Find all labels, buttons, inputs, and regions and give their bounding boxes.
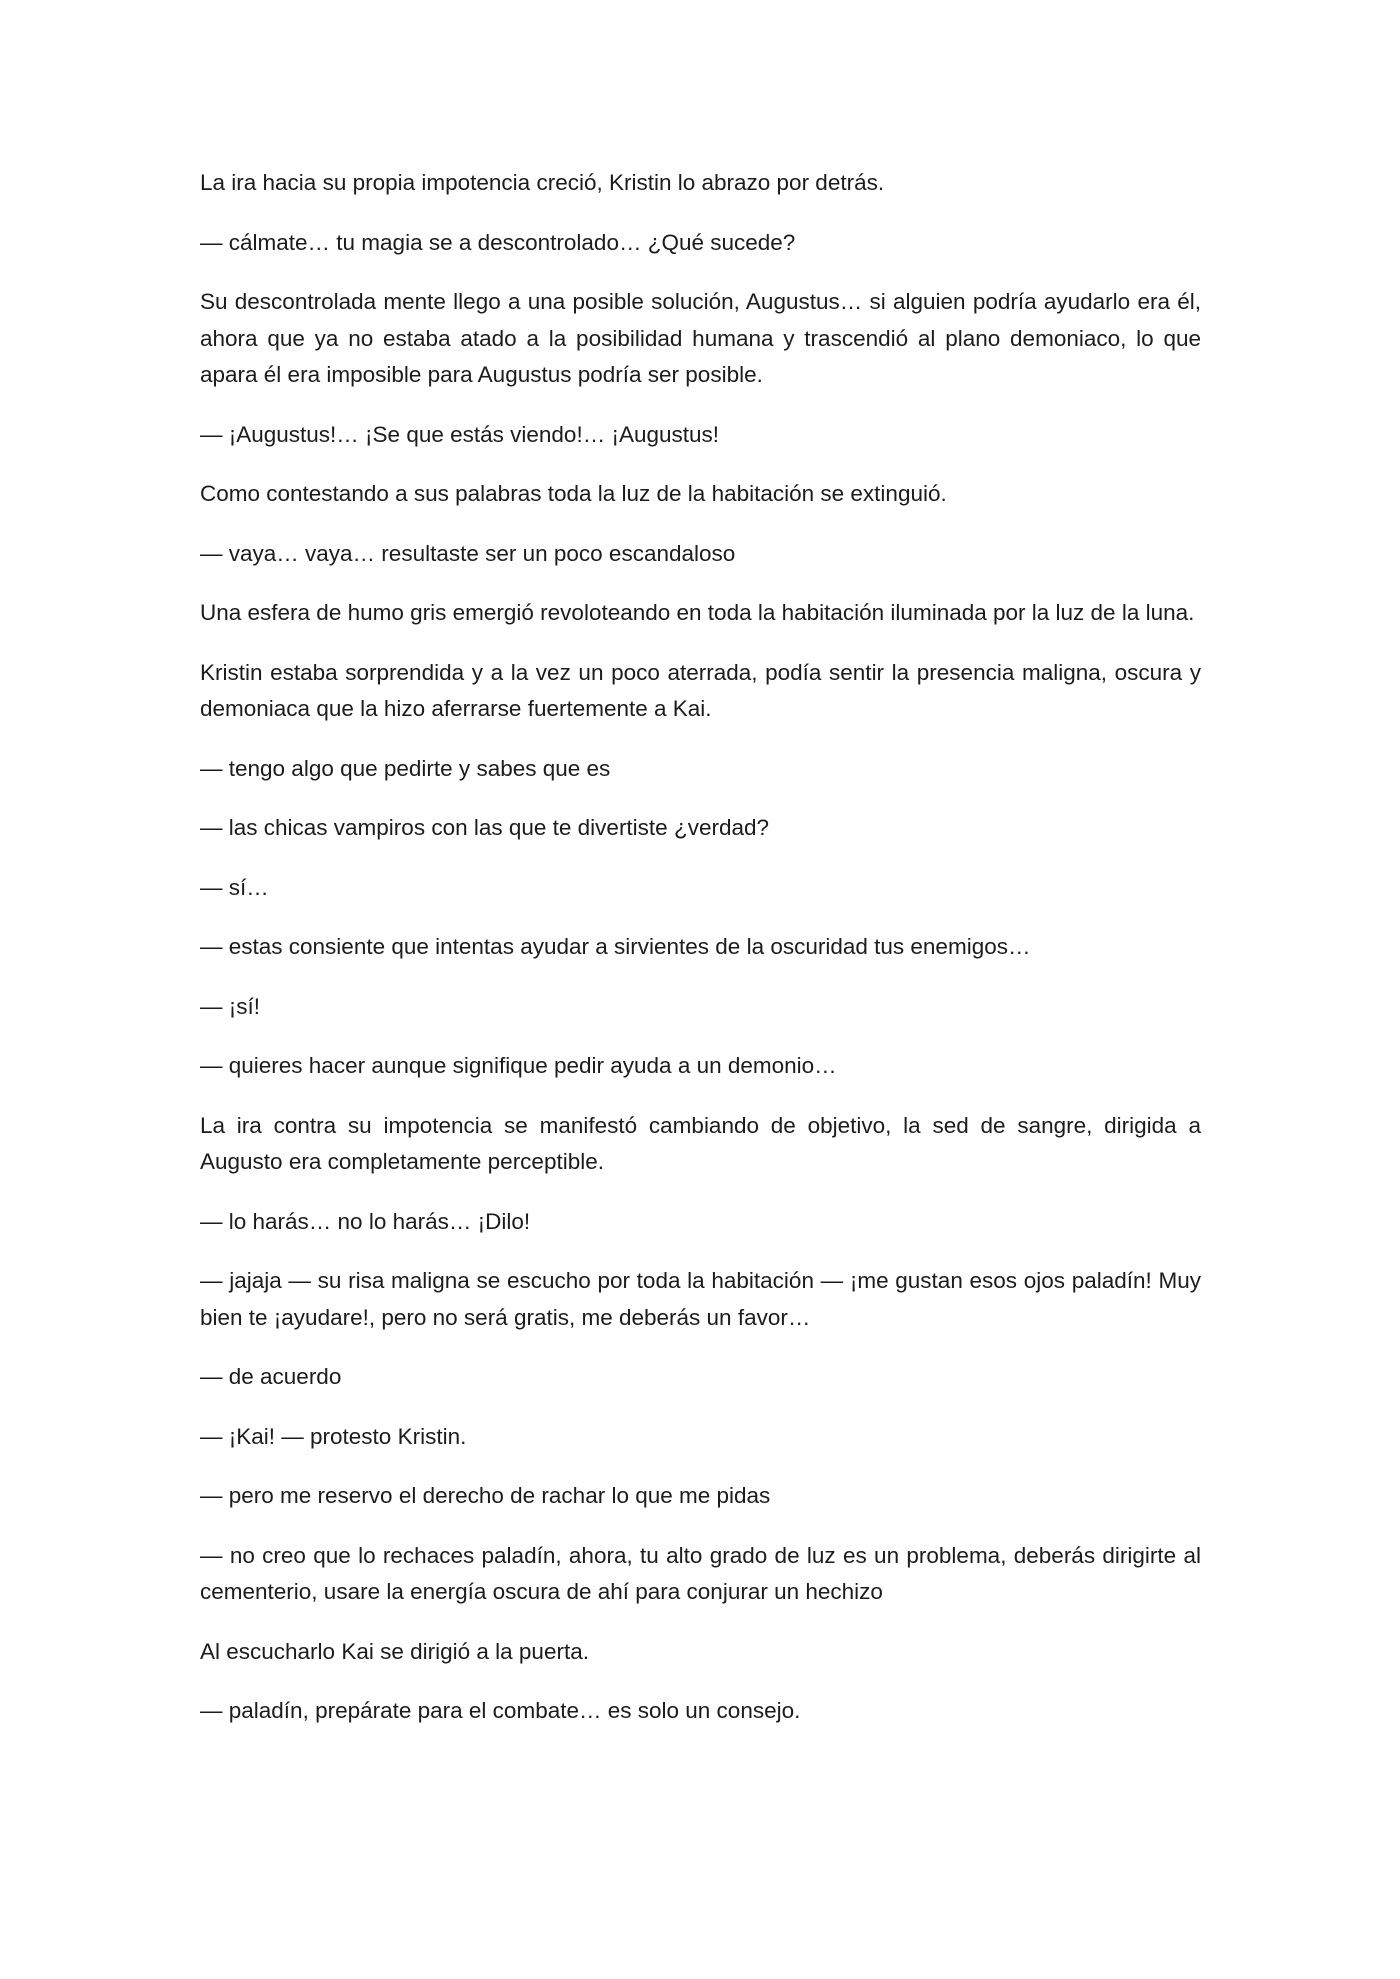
document-body	[200, 165, 1201, 1753]
paragraph: La ira contra su impotencia se manifestó cambiando de objetivo, la sed de sangre, dirigida a Augusto era completamente perceptible.	[200, 1112, 1201, 1174]
paragraph: — pero me reservo el derecho de rachar lo que me pidas	[200, 1483, 771, 1508]
paragraph: — no creo que lo rechaces paladín, ahora, tu alto grado de luz es un problema, deberás dirigirte al cementerio, usare la energía oscura de ahí para conjurar un hechizo	[200, 1542, 1201, 1604]
paragraph: — tengo algo que pedirte y sabes que es	[200, 755, 611, 781]
paragraph: — lo harás… no lo harás… ¡Dilo!	[200, 1208, 531, 1234]
paragraph: — vaya… vaya… resultaste ser un poco escandaloso	[200, 540, 736, 566]
paragraph: — ¡Augustus!… ¡Se que estás viendo!… ¡Augustus!	[200, 421, 720, 447]
paragraph: — ¡sí!	[200, 993, 260, 1019]
paragraph: — de acuerdo	[200, 1364, 342, 1389]
paragraph: — quieres hacer aunque signifique pedir ayuda a un demonio…	[200, 1053, 837, 1078]
paragraph: La ira hacia su propia impotencia creció, Kristin lo abrazo por detrás.	[200, 170, 885, 195]
paragraph: Kristin estaba sorprendida y a la vez un poco aterrada, podía sentir la presencia maligna, oscura y demoniaca que la hizo aferrarse fuertemente a Kai.	[200, 659, 1201, 721]
paragraph: — estas consiente que intentas ayudar a sirvientes de la oscuridad tus enemigos…	[200, 934, 1031, 959]
paragraph: Como contestando a sus palabras toda la luz de la habitación se extinguió.	[200, 481, 947, 506]
paragraph: — paladín, prepárate para el combate… es solo un consejo.	[200, 1698, 801, 1723]
paragraph: Al escucharlo Kai se dirigió a la puerta.	[200, 1638, 589, 1664]
paragraph: — sí…	[200, 874, 269, 900]
paragraph: Una esfera de humo gris emergió revoloteando en toda la habitación iluminada por la luz de la luna.	[200, 600, 1195, 625]
paragraph: Su descontrolada mente llego a una posible solución, Augustus… si alguien podría ayudarlo era él, ahora que ya no estaba atado a la posibilidad humana y trascendió al plano demoniaco, lo que apara él era imposible para Augustus podría ser posible.	[200, 289, 1201, 387]
paragraph: — cálmate… tu magia se a descontrolado… ¿Qué sucede?	[200, 229, 796, 255]
paragraph: — las chicas vampiros con las que te divertiste ¿verdad?	[200, 815, 770, 840]
paragraph: — ¡Kai! — protesto Kristin.	[200, 1423, 467, 1449]
paragraph: — jajaja — su risa maligna se escucho por toda la habitación — ¡me gustan esos ojos paladín! Muy bien te ¡ayudare!, pero no será gratis, me deberás un favor…	[200, 1268, 1201, 1330]
